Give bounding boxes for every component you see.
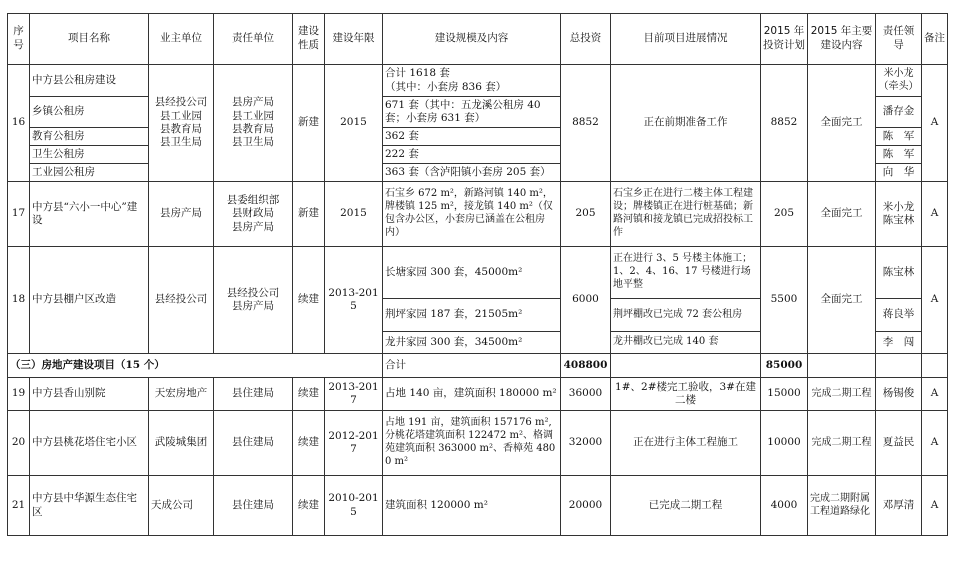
cell-scale: 建筑面积 120000 m² <box>383 476 561 536</box>
cell-no: 21 <box>8 476 30 536</box>
cell-owner: 县经投公司 <box>149 247 214 354</box>
section-empty <box>808 354 876 378</box>
cell-period: 2010-2015 <box>325 476 383 536</box>
section-empty <box>922 354 948 378</box>
table-row <box>8 411 948 476</box>
cell-no: 18 <box>8 247 30 354</box>
cell-plan-invest: 205 <box>761 182 808 247</box>
cell-scale: 222 套 <box>383 146 561 164</box>
header-note: 备注 <box>922 14 948 65</box>
cell-progress: 石宝乡正在进行二楼主体工程建设；牌楼镇正在进行桩基础；新路河镇和接龙镇已完成招投标工作 <box>611 182 761 247</box>
cell-resp: 县住建局 <box>214 411 293 476</box>
cell-leader: 李 闯 <box>876 332 922 354</box>
cell-leader: 陈宝林 <box>876 247 922 299</box>
section-total-invest: 408800 <box>561 354 611 378</box>
cell-scale: 龙井家园 300 套，34500m² <box>383 332 561 354</box>
cell-scale: 占地 140 亩，建筑面积 180000 m² <box>383 378 561 411</box>
cell-progress: 正在进行主体工程施工 <box>611 411 761 476</box>
cell-scale: 长塘家园 300 套，45000m² <box>383 247 561 299</box>
table-row <box>8 476 948 536</box>
cell-leader: 蒋良举 <box>876 299 922 332</box>
header-invest: 总投资 <box>561 14 611 65</box>
cell-progress: 正在进行 3、5 号楼主体施工；1、2、4、16、17 号楼进行场地平整 <box>611 247 761 299</box>
cell-scale: 671 套（其中：五龙溪公租房 40 套；小套房 631 套） <box>383 97 561 128</box>
cell-no: 20 <box>8 411 30 476</box>
cell-progress: 龙井棚改已完成 140 套 <box>611 332 761 354</box>
cell-leader: 杨锡俊 <box>876 378 922 411</box>
cell-nature: 新建 <box>293 182 325 247</box>
cell-name: 中方县桃花塔住宅小区 <box>30 411 149 476</box>
cell-name: 教育公租房 <box>30 128 149 146</box>
cell-invest: 8852 <box>561 65 611 182</box>
cell-scale: 占地 191 亩，建筑面积 157176 m²,分桃花塔建筑面积 122472 m²、格调苑建筑面积 363000 m²、香樟苑 4800 m² <box>383 411 561 476</box>
cell-owner: 天宏房地产 <box>149 378 214 411</box>
header-main-content: 2015 年主要建设内容 <box>808 14 876 65</box>
cell-scale: 363 套（含泸阳镇小套房 205 套） <box>383 164 561 182</box>
cell-period: 2013-2017 <box>325 378 383 411</box>
cell-leader: 向 华 <box>876 164 922 182</box>
header-leader: 责任领导 <box>876 14 922 65</box>
cell-invest: 32000 <box>561 411 611 476</box>
cell-name: 中方县中华源生态住宅区 <box>30 476 149 536</box>
cell-nature: 新建 <box>293 65 325 182</box>
cell-note: A <box>922 247 948 354</box>
cell-progress: 1#、2#楼完工验收，3#在建二楼 <box>611 378 761 411</box>
cell-scale: 362 套 <box>383 128 561 146</box>
cell-no: 17 <box>8 182 30 247</box>
section-empty <box>611 354 761 378</box>
cell-resp: 县房产局 县工业园 县教育局 县卫生局 <box>214 65 293 182</box>
cell-invest: 20000 <box>561 476 611 536</box>
cell-scale: 石宝乡 672 m²，新路河镇 140 m²，牌楼镇 125 m²，接龙镇 140 m²（仅包含办公区，小套房已涵盖在公租房内） <box>383 182 561 247</box>
cell-leader: 米小龙 陈宝林 <box>876 182 922 247</box>
project-table <box>7 13 948 536</box>
cell-note: A <box>922 378 948 411</box>
section-total-label: 合计 <box>383 354 561 378</box>
header-row <box>8 14 948 65</box>
header-scale: 建设规模及内容 <box>383 14 561 65</box>
cell-nature: 续建 <box>293 247 325 354</box>
cell-leader: 米小龙（牵头） <box>876 65 922 97</box>
table-row <box>8 247 948 299</box>
cell-period: 2015 <box>325 65 383 182</box>
cell-period: 2015 <box>325 182 383 247</box>
cell-main-content: 完成二期附属工程道路绿化 <box>808 476 876 536</box>
cell-owner: 县经投公司 县工业园 县教育局 县卫生局 <box>149 65 214 182</box>
cell-scale: 合计 1618 套 （其中：小套房 836 套） <box>383 65 561 97</box>
cell-resp: 县委组织部 县财政局 县房产局 <box>214 182 293 247</box>
cell-period: 2013-2015 <box>325 247 383 354</box>
cell-plan-invest: 10000 <box>761 411 808 476</box>
cell-resp: 县住建局 <box>214 476 293 536</box>
cell-nature: 续建 <box>293 378 325 411</box>
header-resp: 责任单位 <box>214 14 293 65</box>
cell-no: 16 <box>8 65 30 182</box>
cell-note: A <box>922 65 948 182</box>
section-row <box>8 354 948 378</box>
cell-leader: 邓厚清 <box>876 476 922 536</box>
cell-plan-invest: 5500 <box>761 247 808 354</box>
header-name: 项目名称 <box>30 14 149 65</box>
section-total-plan: 85000 <box>761 354 808 378</box>
cell-name: 乡镇公租房 <box>30 97 149 128</box>
cell-invest: 36000 <box>561 378 611 411</box>
header-progress: 目前项目进展情况 <box>611 14 761 65</box>
cell-leader: 陈 军 <box>876 128 922 146</box>
cell-period: 2012-2017 <box>325 411 383 476</box>
cell-owner: 天成公司 <box>149 476 214 536</box>
cell-resp: 县住建局 <box>214 378 293 411</box>
cell-name: 中方县“六小一中心”建设 <box>30 182 149 247</box>
cell-nature: 续建 <box>293 476 325 536</box>
header-period: 建设年限 <box>325 14 383 65</box>
cell-main-content: 完成二期工程 <box>808 378 876 411</box>
cell-owner: 县房产局 <box>149 182 214 247</box>
cell-resp: 县经投公司 县房产局 <box>214 247 293 354</box>
cell-progress: 荆坪棚改已完成 72 套公租房 <box>611 299 761 332</box>
section-empty <box>876 354 922 378</box>
cell-plan-invest: 15000 <box>761 378 808 411</box>
cell-note: A <box>922 411 948 476</box>
cell-invest: 6000 <box>561 247 611 354</box>
cell-main-content: 全面完工 <box>808 65 876 182</box>
cell-owner: 武陵城集团 <box>149 411 214 476</box>
cell-main-content: 全面完工 <box>808 182 876 247</box>
cell-leader: 陈 军 <box>876 146 922 164</box>
cell-plan-invest: 4000 <box>761 476 808 536</box>
cell-leader: 夏益民 <box>876 411 922 476</box>
cell-leader: 潘存金 <box>876 97 922 128</box>
header-nature: 建设性质 <box>293 14 325 65</box>
cell-nature: 续建 <box>293 411 325 476</box>
cell-main-content: 完成二期工程 <box>808 411 876 476</box>
header-owner: 业主单位 <box>149 14 214 65</box>
cell-name: 中方县香山别院 <box>30 378 149 411</box>
table-row <box>8 65 948 97</box>
cell-progress: 已完成二期工程 <box>611 476 761 536</box>
header-no: 序号 <box>8 14 30 65</box>
cell-note: A <box>922 476 948 536</box>
cell-name: 中方县棚户区改造 <box>30 247 149 354</box>
cell-note: A <box>922 182 948 247</box>
section-title: （三）房地产建设项目（15 个） <box>8 354 383 378</box>
cell-scale: 荆坪家园 187 套，21505m² <box>383 299 561 332</box>
cell-name: 中方县公租房建设 <box>30 65 149 97</box>
cell-progress: 正在前期准备工作 <box>611 65 761 182</box>
cell-name: 卫生公租房 <box>30 146 149 164</box>
table-row <box>8 378 948 411</box>
cell-name: 工业园公租房 <box>30 164 149 182</box>
cell-plan-invest: 8852 <box>761 65 808 182</box>
table-row <box>8 182 948 247</box>
header-plan-invest: 2015 年投资计划 <box>761 14 808 65</box>
cell-main-content: 全面完工 <box>808 247 876 354</box>
cell-invest: 205 <box>561 182 611 247</box>
cell-no: 19 <box>8 378 30 411</box>
